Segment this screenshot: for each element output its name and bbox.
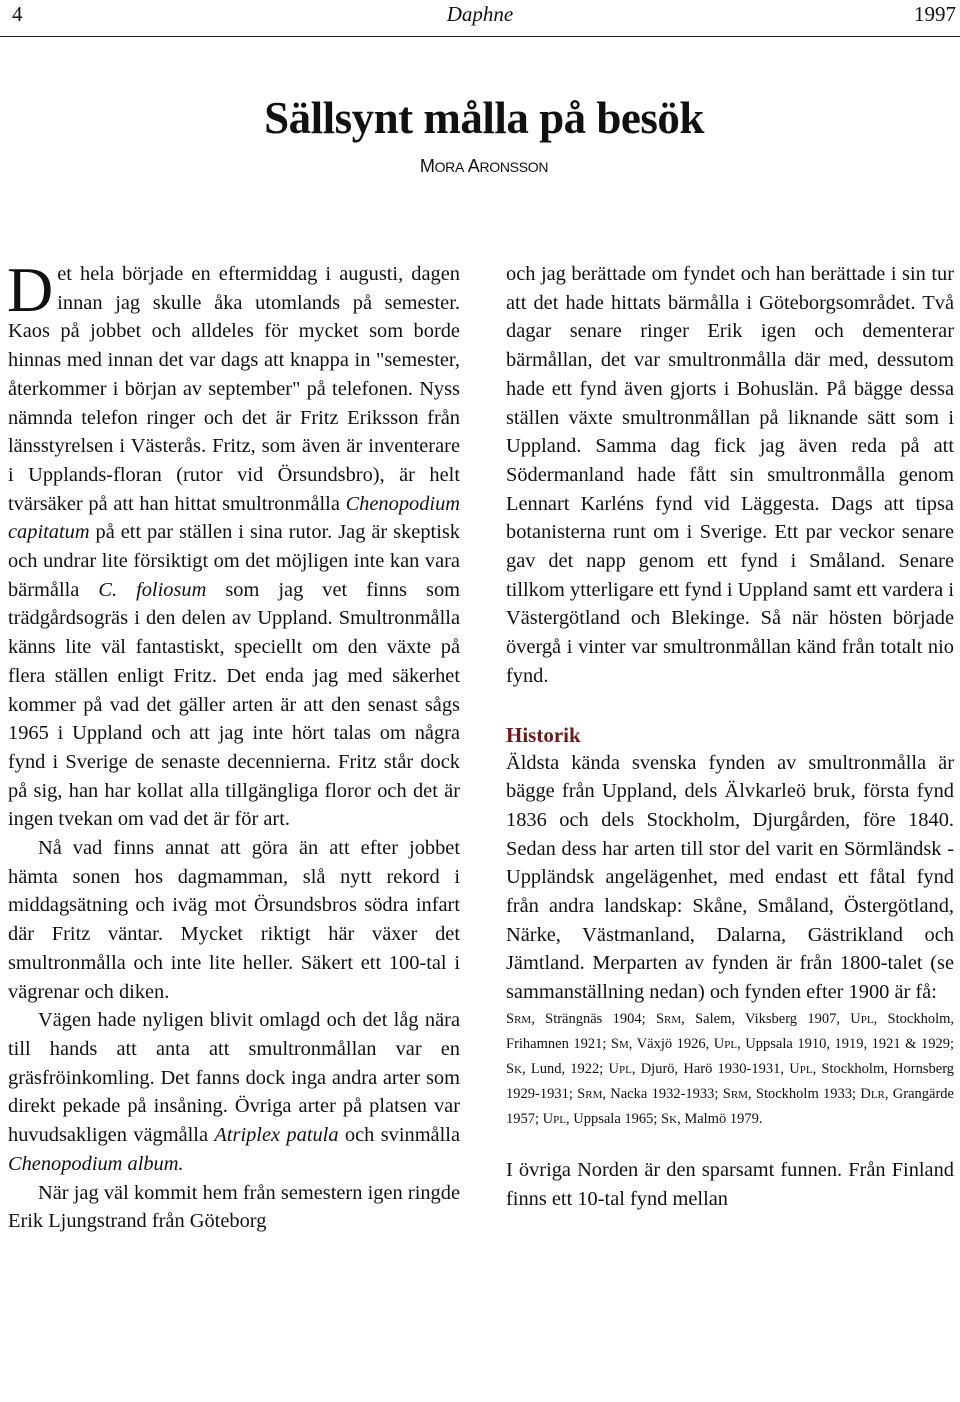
province-code-initial: U xyxy=(608,1061,620,1078)
author-initial: A xyxy=(467,156,480,176)
province-code-initial: S xyxy=(722,1086,731,1103)
paragraph-text: som jag vet finns som trädgårdsogräs i den delen av Uppland. Smultronmålla känns lite väl fantastiskt, speciellt om den växte på flera ställen enligt Fritz. Det enda jag med säkerhet kommer på vad det gäller arten är att den senast sågs 1965 i Uppland och att jag inte hört talas om några fynd i Sverige de senaste decennierna. Fritz står dock på sig, han har kollat alla tillgängliga floror och det är ingen tvekan om vad det är för art. xyxy=(8,578,460,831)
province-code-initial: S xyxy=(655,1010,665,1027)
province-code-rest: RM xyxy=(514,1013,532,1026)
record-text: , Salem, Viksberg 1907, xyxy=(681,1010,851,1027)
province-code-initial: S xyxy=(506,1010,515,1027)
province-code-rest: RM xyxy=(730,1089,748,1102)
record-entry xyxy=(611,1036,714,1052)
species-name: Chenopodium album. xyxy=(8,1152,184,1175)
right-column xyxy=(506,260,954,1214)
species-name: Atriplex patula xyxy=(214,1124,339,1147)
province-code-initial: U xyxy=(542,1111,554,1128)
section-heading: Historik xyxy=(506,722,581,747)
paragraph-text: Vägen hade nyligen blivit omlagd och det låg nära till hands att anta att smultronmållan var en gräsfröinkomling. Det fanns dock inga andra arter som direkt pekade på insåning. Övriga arter på platsen var huvudsakligen vägmålla xyxy=(8,1009,460,1147)
article-author xyxy=(0,156,960,177)
record-text: , Uppsala 1965; xyxy=(565,1111,662,1128)
drop-cap: D xyxy=(7,254,54,325)
record-text: , Lund, 1922; xyxy=(522,1061,609,1078)
province-code-initial: U xyxy=(850,1010,861,1027)
record-text: , Strängnäs 1904; xyxy=(531,1010,656,1027)
paragraph-text: och svinmålla xyxy=(338,1124,460,1147)
province-code-initial: U xyxy=(713,1035,725,1052)
paragraph xyxy=(8,1006,460,1178)
paragraph: Nå vad finns annat att göra än att efter jobbet hämta sonen hos dagmamman, slå nytt rekord i middagsätning och iväg mot Örsundsbros södra infart där Fritz väntar. Mycket riktigt här växer det smultronmålla och inte lite heller. Säkert ett 100-tal i vägrenar och diken. xyxy=(8,837,460,1003)
record-entry xyxy=(661,1111,762,1127)
record-entry xyxy=(609,1061,790,1077)
province-code-initial: D xyxy=(860,1086,871,1103)
province-code-rest: PL xyxy=(619,1064,632,1077)
record-entry xyxy=(506,1011,656,1027)
record-text: , Grangärde 1957; xyxy=(506,1086,954,1128)
page-header xyxy=(0,0,960,37)
species-name: Chenopodium capitatum xyxy=(8,492,460,544)
province-code-rest: LR xyxy=(870,1089,885,1102)
province-code-rest: PL xyxy=(553,1114,566,1127)
province-code-initial: U xyxy=(789,1061,800,1078)
province-code-rest: K xyxy=(669,1114,678,1127)
author-initial: M xyxy=(419,156,435,176)
journal-name: Daphne xyxy=(446,2,514,26)
record-entry xyxy=(506,1061,609,1077)
record-text: , Uppsala 1910, 1919, 1921 & 1929; xyxy=(737,1035,954,1052)
paragraph: När jag väl kommit hem från semestern igen ringde Erik Ljungstrand från Göteborg xyxy=(8,1181,460,1233)
record-text: , Stockholm 1933; xyxy=(747,1086,861,1103)
paragraph: och jag berättade om fyndet och han berättade i sin tur att det hade hittats bärmålla i Göteborgsområdet. Två dagar senare ringer Erik igen och dementerar bärmållan, det var smultronmålla där med, dessutom hade ett fynd även gjorts i Bohuslän. På bägge dessa ställen växte smultronmållan på liknande sätt som i Uppland. Samma dag fick jag även reda på att Södermanland hade fått sin smultronmålla genom Lennart Karléns fynd vid Läggesta. Dags att tipsa botanisterna runt om i Sverige. Ett par veckor senare gav det napp genom ett fynd i Småland. Senare tillkom ytterligare ett fynd i Uppland samt ett vardera i Västergötland och Blekinge. Så när hösten började övergå i vinter var smultronmållan känd från totalt nio fynd. xyxy=(506,263,954,687)
publication-year: 1997 xyxy=(914,2,956,26)
record-text: , Stockholm, Hornsberg 1929-1931; xyxy=(506,1061,955,1103)
record-entry xyxy=(656,1011,850,1027)
province-code-initial: S xyxy=(577,1086,586,1103)
record-entry xyxy=(714,1036,954,1052)
records-list xyxy=(506,1007,954,1132)
province-code-rest: PL xyxy=(799,1064,813,1077)
left-column xyxy=(7,254,460,1236)
record-text: , Nacka 1932-1933; xyxy=(602,1086,723,1103)
province-code-rest: K xyxy=(514,1064,523,1077)
record-text: , Växjö 1926, xyxy=(628,1035,714,1052)
province-code-initial: S xyxy=(661,1111,670,1128)
province-code-rest: RM xyxy=(664,1013,682,1026)
paragraph xyxy=(7,254,460,834)
author-name-rest: ORA xyxy=(434,159,465,175)
province-code-initial: S xyxy=(506,1061,515,1078)
paragraph-text: på ett par ställen i sina rutor. Jag är skeptisk och undrar lite försiktigt om det möjligen inte kan vara bärmålla xyxy=(8,521,460,601)
page-number: 4 xyxy=(12,2,23,26)
province-code-rest: PL xyxy=(724,1038,738,1051)
record-text: , Malmö 1979. xyxy=(677,1111,763,1128)
record-text: , Djurö, Harö 1930-1931, xyxy=(631,1061,790,1078)
record-entry xyxy=(723,1086,861,1102)
paragraph: Äldsta kända svenska fynden av smultronmålla är bägge från Uppland, dels Älvkarleö bruk, första fynd 1836 och dels Stockholm, Djurgården, före 1840. Sedan dess har arten till stor del varit en Sörmländsk - Uppländsk angelägenhet, med endast ett fåtal fynd från andra landskap: Skåne, Småland, Östergötland, Närke, Västmanland, Dalarna, Gästrikland och Jämtland. Merparten av fynden är från 1800-talet (se sammanställning nedan) och fynden efter 1900 är få: xyxy=(506,751,954,1004)
province-code-initial: S xyxy=(610,1035,619,1052)
record-text: , Stockholm, Frihamnen 1921; xyxy=(506,1010,954,1052)
species-name: C. foliosum xyxy=(98,578,207,601)
author-name-rest: RONSSON xyxy=(479,159,549,175)
paragraph: I övriga Norden är den sparsamt funnen. Från Finland finns ett 10-tal fynd mellan xyxy=(506,1159,954,1211)
province-code-rest: RM xyxy=(585,1089,603,1102)
province-code-rest: M xyxy=(619,1038,629,1051)
record-entry xyxy=(543,1111,661,1127)
article-title: Sällsynt målla på besök xyxy=(264,93,704,143)
record-entry xyxy=(577,1086,723,1102)
province-code-rest: PL xyxy=(860,1013,874,1026)
paragraph-text: et hela började en eftermiddag i augusti, dagen innan jag skulle åka utomlands på semester. Kaos på jobbet och alldeles för mycket som borde hinnas med innan det var dags att knappa in "semester, återkommer i början av september" på telefonen. Nyss nämnda telefon ringer och det är Fritz Eriksson från länsstyrelsen i Västerås. Fritz, som även är inventerare i Upplands-floran (rutor vid Örsundsbro), är helt tvärsäker på att han hittat smultronmålla xyxy=(8,263,460,515)
